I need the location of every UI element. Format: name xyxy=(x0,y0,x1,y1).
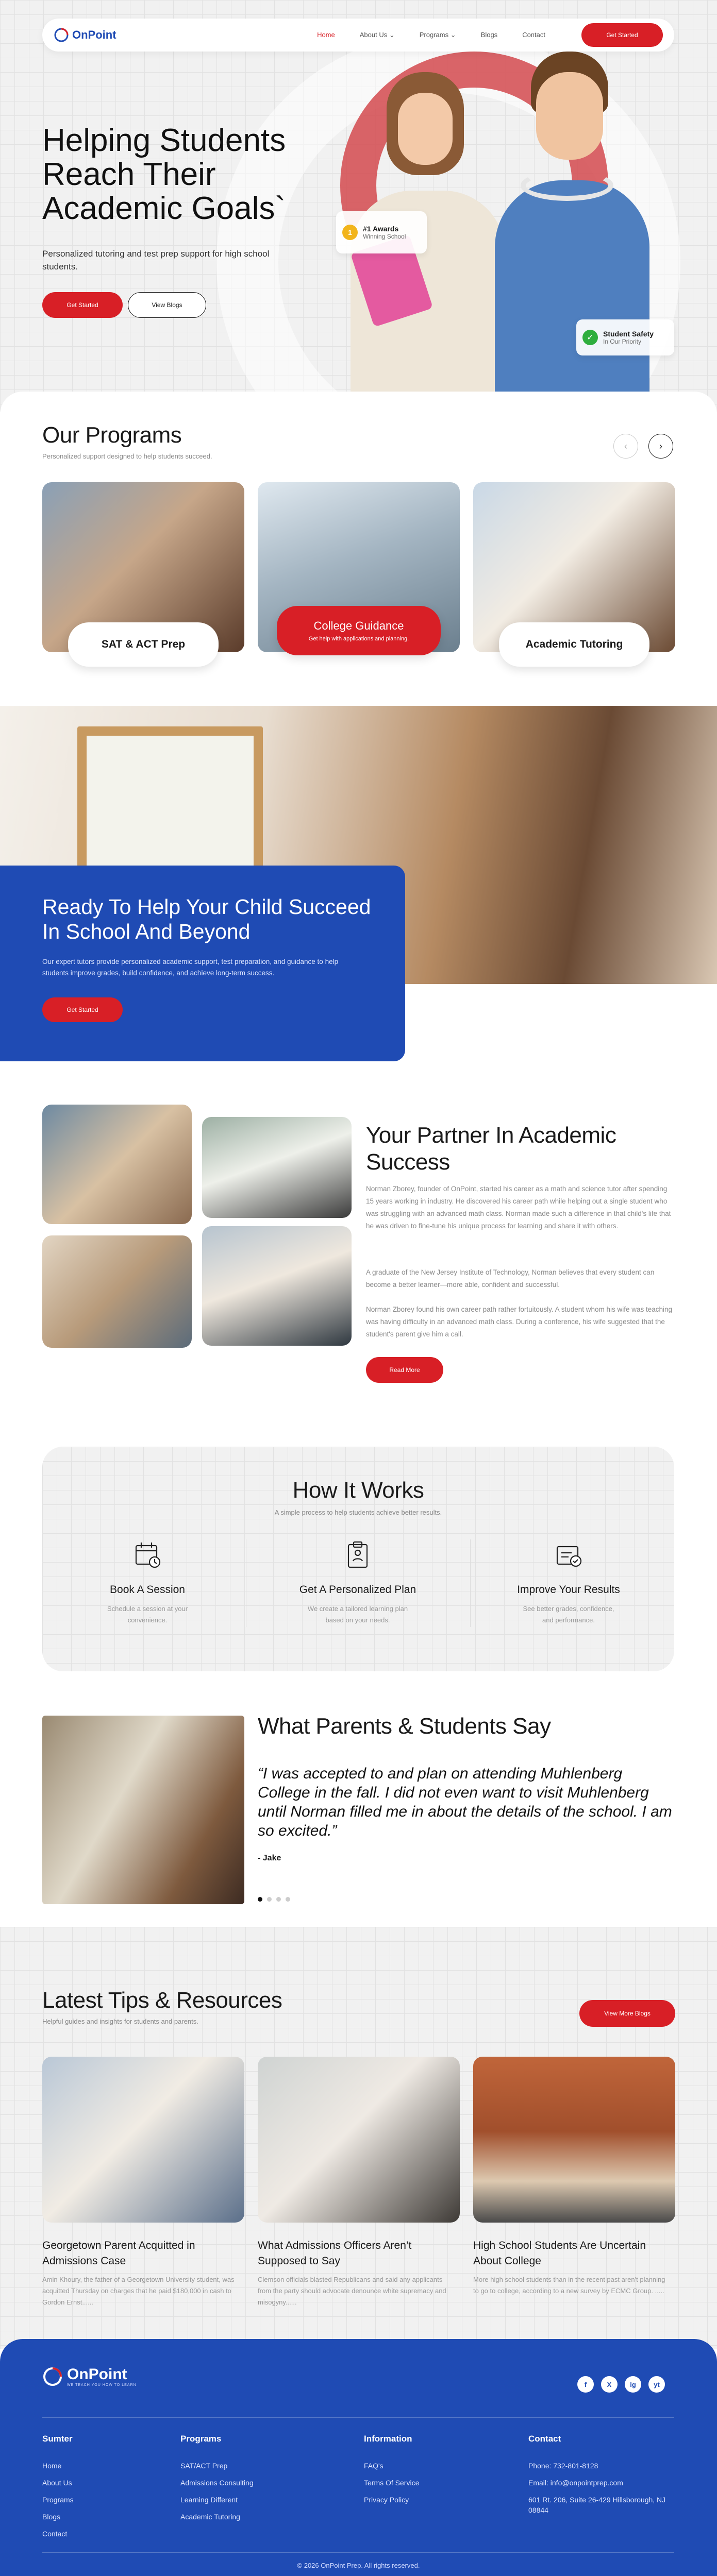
view-more-blogs-button[interactable]: View More Blogs xyxy=(579,2000,675,2027)
carousel-prev-button[interactable] xyxy=(613,434,638,459)
chevron-left-icon: ‹ xyxy=(624,440,627,451)
program-card[interactable] xyxy=(473,482,675,652)
blog-title: Latest Tips & Resources xyxy=(42,1988,282,2013)
program-card-desc: Get help with applications and planning. xyxy=(308,636,409,642)
footer-col-contact xyxy=(528,2434,675,2515)
testimonial-section xyxy=(0,1700,717,1927)
hero-subtitle: Personalized tutoring and test prep support for high school students. xyxy=(42,249,270,272)
footer-link-tutoring[interactable]: Academic Tutoring xyxy=(180,2513,240,2521)
footer-divider xyxy=(42,2417,674,2418)
pagination-dot[interactable] xyxy=(276,1897,281,1902)
nav-cta-button[interactable]: Get Started xyxy=(581,23,663,47)
medal-icon: 1 xyxy=(342,225,358,240)
program-card[interactable] xyxy=(42,482,244,652)
chevron-down-icon: ⌄ xyxy=(450,31,456,39)
programs-section xyxy=(0,392,717,706)
hero-view-blogs-button[interactable]: View Blogs xyxy=(128,292,206,318)
program-card-label-active xyxy=(277,606,441,655)
facebook-icon[interactable]: f xyxy=(577,2376,594,2393)
partner-section xyxy=(0,1061,717,1422)
testimonial-title: What Parents & Students Say xyxy=(258,1714,551,1739)
blog-post-title[interactable]: Georgetown Parent Acquitted in Admissions Case xyxy=(42,2240,195,2267)
testimonial-photo xyxy=(42,1716,244,1904)
how-step-text: Schedule a session at your convenience. xyxy=(107,1605,188,1624)
footer-link-sat-act[interactable]: SAT/ACT Prep xyxy=(180,2462,228,2470)
footer-logo-text: OnPoint xyxy=(67,2366,127,2383)
programs-title: Our Programs xyxy=(42,422,182,448)
partner-read-more-button[interactable]: Read More xyxy=(366,1357,443,1383)
results-icon xyxy=(553,1539,584,1570)
footer-link-programs[interactable]: Programs xyxy=(42,2496,74,2504)
footer-link-learning[interactable]: Learning Different xyxy=(180,2496,238,2504)
footer-col-title: Programs xyxy=(180,2434,222,2444)
program-card-label xyxy=(499,622,649,667)
award-badge xyxy=(336,211,427,253)
partner-paragraph-2: A graduate of the New Jersey Institute of Technology, Norman believes that every student can become a better learner—more able, confident and successful. xyxy=(366,1268,655,1289)
partner-paragraph-3: Norman Zborey found his own career path rather fortuitously. A student whom his wife was teaching was having difficulty in an advanced math class. During a conference, his wife suggested that the student's parent give him a call. xyxy=(366,1306,673,1338)
footer-contact-phone[interactable]: Phone: 732-801-8128 xyxy=(528,2462,598,2470)
how-step xyxy=(253,1539,463,1642)
program-card-label xyxy=(68,622,219,667)
blog-post-title[interactable]: What Admissions Officers Aren’t Supposed to Say xyxy=(258,2240,412,2267)
ready-card xyxy=(0,866,405,1061)
program-card-title: College Guidance xyxy=(313,619,404,632)
blog-post-excerpt: Clemson officials blasted Republicans and said any applicants from the party should advocate denounce white supremacy and misogyny...... xyxy=(258,2276,446,2306)
partner-photo-3 xyxy=(202,1117,352,1218)
nav-link-about-label: About Us xyxy=(359,31,388,39)
ready-text: Our expert tutors provide personalized academic support, test preparation, and guidance to help students improve grades, build confidence, and achieve long-term success. xyxy=(42,958,339,977)
blog-subtitle: Helpful guides and insights for students and parents. xyxy=(42,2018,198,2025)
pagination-dot[interactable] xyxy=(286,1897,290,1902)
nav-link-home[interactable]: Home xyxy=(317,31,335,39)
blog-post-card[interactable] xyxy=(473,2057,675,2325)
footer-col-title: Information xyxy=(364,2434,412,2444)
blog-post-image xyxy=(258,2057,460,2223)
footer-bottom-divider xyxy=(42,2552,674,2553)
student-boy xyxy=(485,52,649,412)
partner-title: Your Partner In Academic Success xyxy=(366,1123,616,1175)
blog-post-card[interactable] xyxy=(258,2057,460,2325)
partner-photo-1 xyxy=(42,1105,192,1224)
blog-post-card[interactable] xyxy=(42,2057,244,2325)
partner-photo-4 xyxy=(202,1226,352,1346)
footer-contact-address: 601 Rt. 206, Suite 26-429 Hillsborough, NJ 08844 xyxy=(528,2496,666,2514)
pagination-dot[interactable] xyxy=(267,1897,272,1902)
how-step-title: Book A Session xyxy=(110,1584,185,1596)
footer-tagline: WE TEACH YOU HOW TO LEARN xyxy=(67,2383,137,2387)
chevron-down-icon: ⌄ xyxy=(389,31,395,39)
how-step xyxy=(463,1539,674,1642)
clipboard-icon xyxy=(342,1539,373,1570)
award-badge-title: #1 Awards xyxy=(363,225,399,233)
calendar-icon xyxy=(132,1539,163,1570)
how-title: How It Works xyxy=(292,1478,424,1503)
safety-badge xyxy=(576,319,674,355)
partner-photo-2 xyxy=(42,1235,192,1348)
footer-link-blogs[interactable]: Blogs xyxy=(42,2513,61,2521)
footer-col-title: Contact xyxy=(528,2434,561,2444)
how-subtitle: A simple process to help students achieve better results. xyxy=(274,1509,442,1516)
nav-link-contact[interactable]: Contact xyxy=(522,31,545,39)
how-section xyxy=(42,1447,674,1671)
social-links xyxy=(577,2376,665,2393)
check-shield-icon: ✓ xyxy=(582,330,598,345)
blog-post-excerpt: Amin Khoury, the father of a Georgetown University student, was acquitted Thursday on charges that he paid $180,000 in cash to Gordon Ernst...... xyxy=(42,2276,235,2306)
how-step-text: We create a tailored learning plan based on your needs. xyxy=(307,1605,408,1624)
nav-link-about[interactable] xyxy=(360,31,395,39)
logo[interactable] xyxy=(54,27,116,43)
blog-post-image xyxy=(42,2057,244,2223)
footer-copyright: © 2026 OnPoint Prep. All rights reserved. xyxy=(297,2562,420,2569)
nav-link-programs-label: Programs xyxy=(419,31,449,39)
ready-section xyxy=(0,706,717,1061)
testimonial-quote: “I was accepted to and plan on attending Muhlenberg College in the fall. I did not even want to visit Muhlenberg until Norman filled me in about the details of the school. I am so excited.” xyxy=(258,1765,672,1839)
safety-badge-sub: In Our Priority xyxy=(603,338,642,345)
programs-subtitle: Personalized support designed to help students succeed. xyxy=(42,452,212,460)
logo-mark-icon xyxy=(54,27,69,43)
footer-col-sumter xyxy=(42,2434,156,2543)
blog-section xyxy=(0,1927,717,2349)
hero-get-started-button[interactable]: Get Started xyxy=(42,292,123,318)
blog-post-excerpt: More high school students than in the recent past aren't planning to go to college, according to a new survey by ECMC Group. ..... xyxy=(473,2276,665,2295)
how-step-title: Get A Personalized Plan xyxy=(299,1584,416,1596)
nav-link-blogs[interactable]: Blogs xyxy=(480,31,498,39)
footer-col-title: Sumter xyxy=(42,2434,73,2444)
testimonial-author: - Jake xyxy=(258,1854,281,1862)
blog-post-image xyxy=(473,2057,675,2223)
footer-contact-email[interactable]: Email: info@onpointprep.com xyxy=(528,2479,623,2487)
footer-link-admissions[interactable]: Admissions Consulting xyxy=(180,2479,254,2487)
logo-mark-icon xyxy=(42,2366,63,2387)
ready-get-started-button[interactable]: Get Started xyxy=(42,997,123,1022)
hero-section xyxy=(0,0,717,412)
ready-title: Ready To Help Your Child Succeed In School And Beyond xyxy=(42,895,371,943)
site-footer xyxy=(0,2339,717,2576)
footer-link-home[interactable]: Home xyxy=(42,2462,62,2470)
program-card[interactable] xyxy=(258,482,460,652)
footer-col-programs xyxy=(180,2434,314,2526)
award-badge-sub: Winning School xyxy=(363,233,406,240)
partner-paragraph-1: Norman Zborey, founder of OnPoint, started his career as a math and science tutor after spending 15 years working in industry. He discovered his career path while helping out a single student who was struggling with an advanced math class. Norman made such a difference in that child's life that he was driven to fine-tune his unique process for learning and share it with others. xyxy=(366,1185,671,1230)
blog-post-title[interactable]: High School Students Are Uncertain About College xyxy=(473,2240,646,2267)
safety-badge-title: Student Safety xyxy=(603,330,654,338)
how-step-text: See better grades, confidence, and performance. xyxy=(523,1605,614,1624)
carousel-next-button[interactable] xyxy=(648,434,673,459)
program-card-title: SAT & ACT Prep xyxy=(101,638,186,650)
footer-link-about[interactable]: About Us xyxy=(42,2479,72,2487)
nav-links xyxy=(317,31,545,39)
x-twitter-icon[interactable]: X xyxy=(601,2376,618,2393)
footer-link-terms[interactable]: Terms Of Service xyxy=(364,2479,420,2487)
chevron-right-icon: › xyxy=(659,440,662,451)
pagination-dot-active[interactable] xyxy=(258,1897,262,1902)
program-card-title: Academic Tutoring xyxy=(525,638,623,650)
logo-text: OnPoint xyxy=(72,28,116,41)
instagram-icon[interactable]: ig xyxy=(625,2376,641,2393)
footer-link-faq[interactable]: FAQ's xyxy=(364,2462,383,2470)
footer-logo[interactable] xyxy=(42,2366,137,2387)
footer-link-privacy[interactable]: Privacy Policy xyxy=(364,2496,409,2504)
top-nav xyxy=(42,19,674,52)
nav-link-programs[interactable] xyxy=(420,31,456,39)
how-step-title: Improve Your Results xyxy=(517,1584,620,1596)
youtube-icon[interactable]: yt xyxy=(648,2376,665,2393)
testimonial-pagination xyxy=(258,1897,290,1902)
hero-title: Helping Students Reach Their Academic Goals` xyxy=(42,123,286,226)
how-step xyxy=(42,1539,253,1642)
footer-col-information xyxy=(364,2434,498,2509)
footer-link-contact[interactable]: Contact xyxy=(42,2530,68,2538)
